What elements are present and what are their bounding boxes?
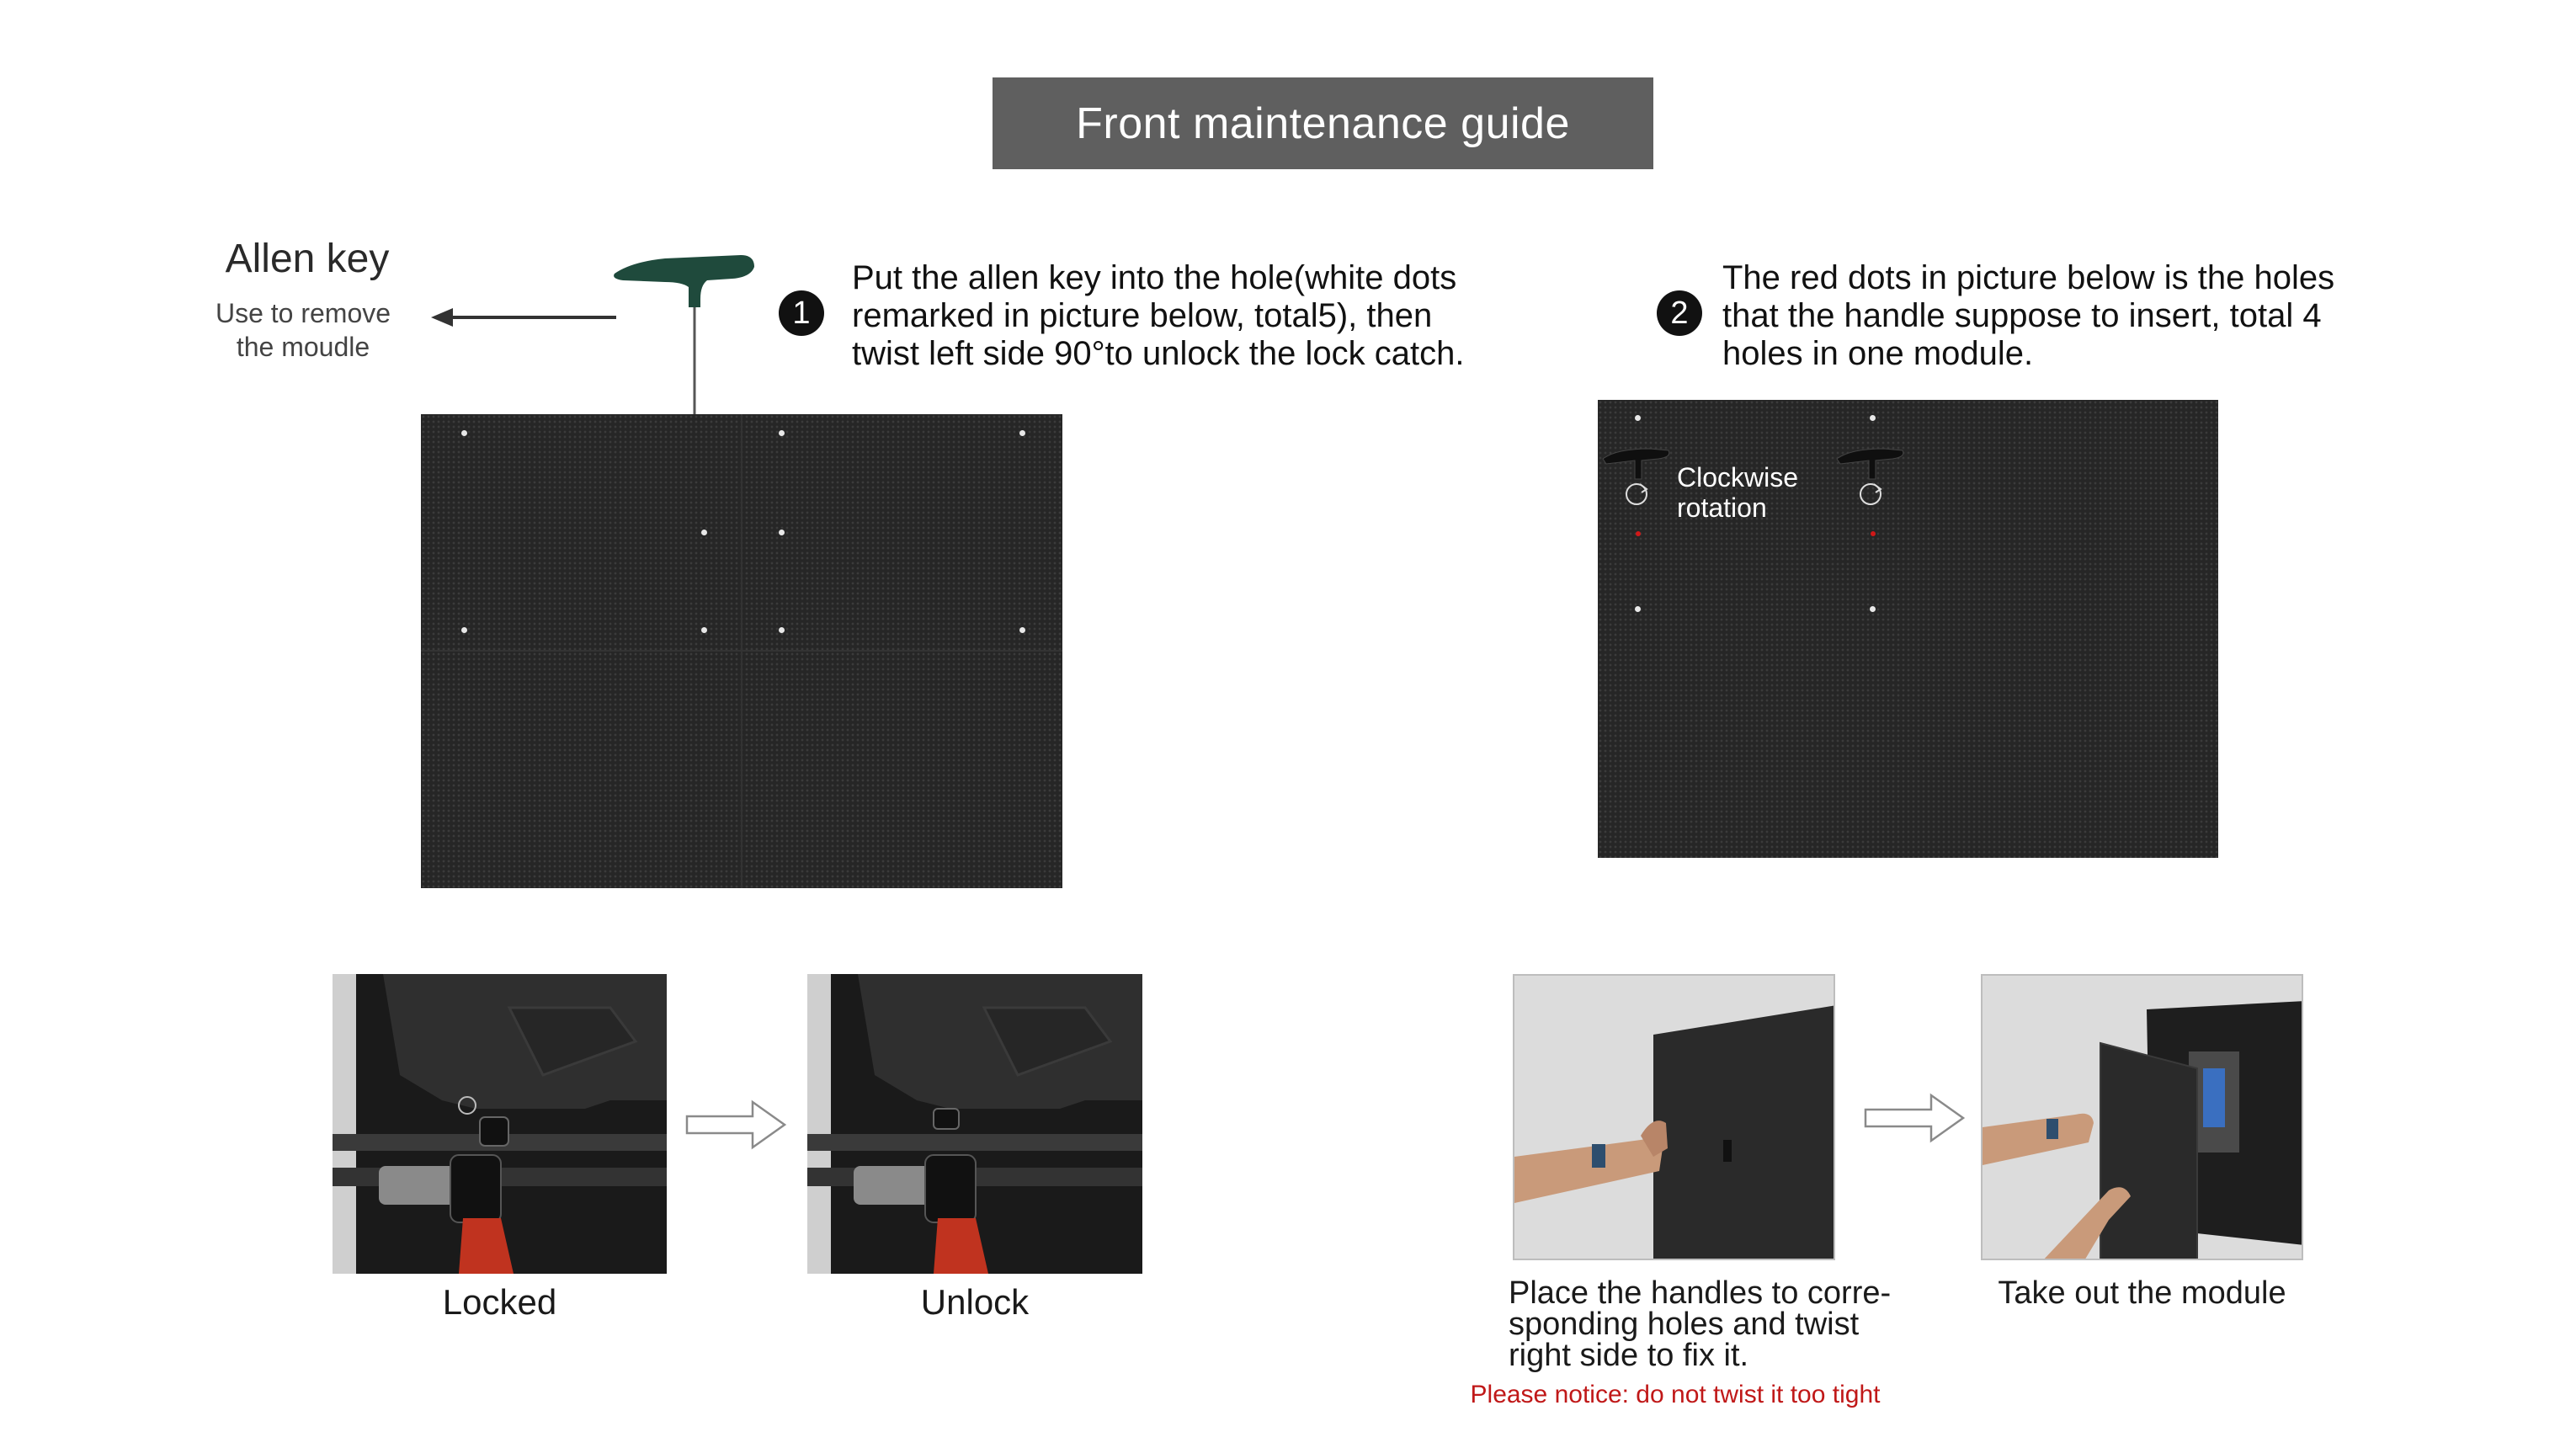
step-1-text	[852, 259, 1542, 373]
allen-key-subtitle-line1: Use to remove	[215, 298, 391, 328]
rotation-label	[1677, 462, 1798, 523]
unlock-photo	[807, 974, 1142, 1274]
step-1-line2: remarked in picture below, total5), then	[852, 297, 1433, 334]
white-dot	[461, 627, 467, 633]
white-dot	[1870, 606, 1876, 612]
white-dot	[1635, 415, 1641, 421]
allen-key-subtitle	[177, 296, 429, 364]
page-title: Front maintenance guide	[993, 77, 1653, 169]
arrow-left-icon	[429, 305, 619, 330]
led-panel-left	[421, 414, 1062, 888]
unlock-caption: Unlock	[920, 1282, 1030, 1322]
step-2-text	[1722, 259, 2430, 373]
place-handles-illustration	[1514, 976, 1835, 1260]
panel-seam-horizontal	[421, 650, 1062, 652]
red-dot	[1871, 531, 1876, 536]
place-handles-line1: Place the handles to corre-	[1509, 1275, 1892, 1311]
locked-caption: Locked	[442, 1282, 557, 1322]
white-dot	[779, 430, 785, 436]
step-1-line1: Put the allen key into the hole(white dots	[852, 259, 1457, 296]
red-dot	[1636, 531, 1641, 536]
place-handles-caption	[1509, 1275, 1946, 1373]
take-out-caption: Take out the module	[1998, 1275, 2286, 1311]
step-2-line3: holes in one module.	[1722, 335, 2034, 372]
white-dot	[779, 627, 785, 633]
place-handles-line2: sponding holes and twist	[1509, 1307, 1860, 1342]
locked-photo	[333, 974, 667, 1274]
latch-unlocked-illustration	[807, 974, 1142, 1274]
white-dot	[1019, 627, 1025, 633]
step-1-badge: 1	[779, 290, 824, 336]
latch-locked-illustration	[333, 974, 667, 1274]
white-dot	[701, 530, 707, 535]
outline-arrow-right-icon	[1862, 1092, 1967, 1144]
take-out-module-photo	[1981, 974, 2303, 1260]
rotation-label-line2: rotation	[1677, 492, 1767, 523]
notice-text: Please notice: do not twist it too tight	[1470, 1381, 1881, 1408]
take-out-module-illustration	[1983, 976, 2303, 1260]
place-handles-line3: right side to fix it.	[1509, 1338, 1749, 1373]
white-dot	[461, 430, 467, 436]
step-2-line2: that the handle suppose to insert, total 4	[1722, 297, 2322, 334]
allen-key-title: Allen key	[225, 237, 390, 281]
step-2-line1: The red dots in picture below is the holes	[1722, 259, 2335, 296]
step-1-line3: twist left side 90°to unlock the lock catch.	[852, 335, 1465, 372]
white-dot	[779, 530, 785, 535]
white-dot	[1635, 606, 1641, 612]
allen-key-subtitle-line2: the moudle	[236, 332, 370, 362]
place-handles-photo	[1513, 974, 1835, 1260]
step-2-badge: 2	[1657, 290, 1702, 336]
white-dot	[701, 627, 707, 633]
outline-arrow-right-icon	[684, 1099, 789, 1151]
white-dot	[1019, 430, 1025, 436]
handle-icon	[1834, 442, 1909, 518]
rotation-label-line1: Clockwise	[1677, 462, 1799, 492]
handle-icon	[1599, 442, 1675, 518]
white-dot	[1870, 415, 1876, 421]
led-panel-right	[1598, 400, 2218, 858]
